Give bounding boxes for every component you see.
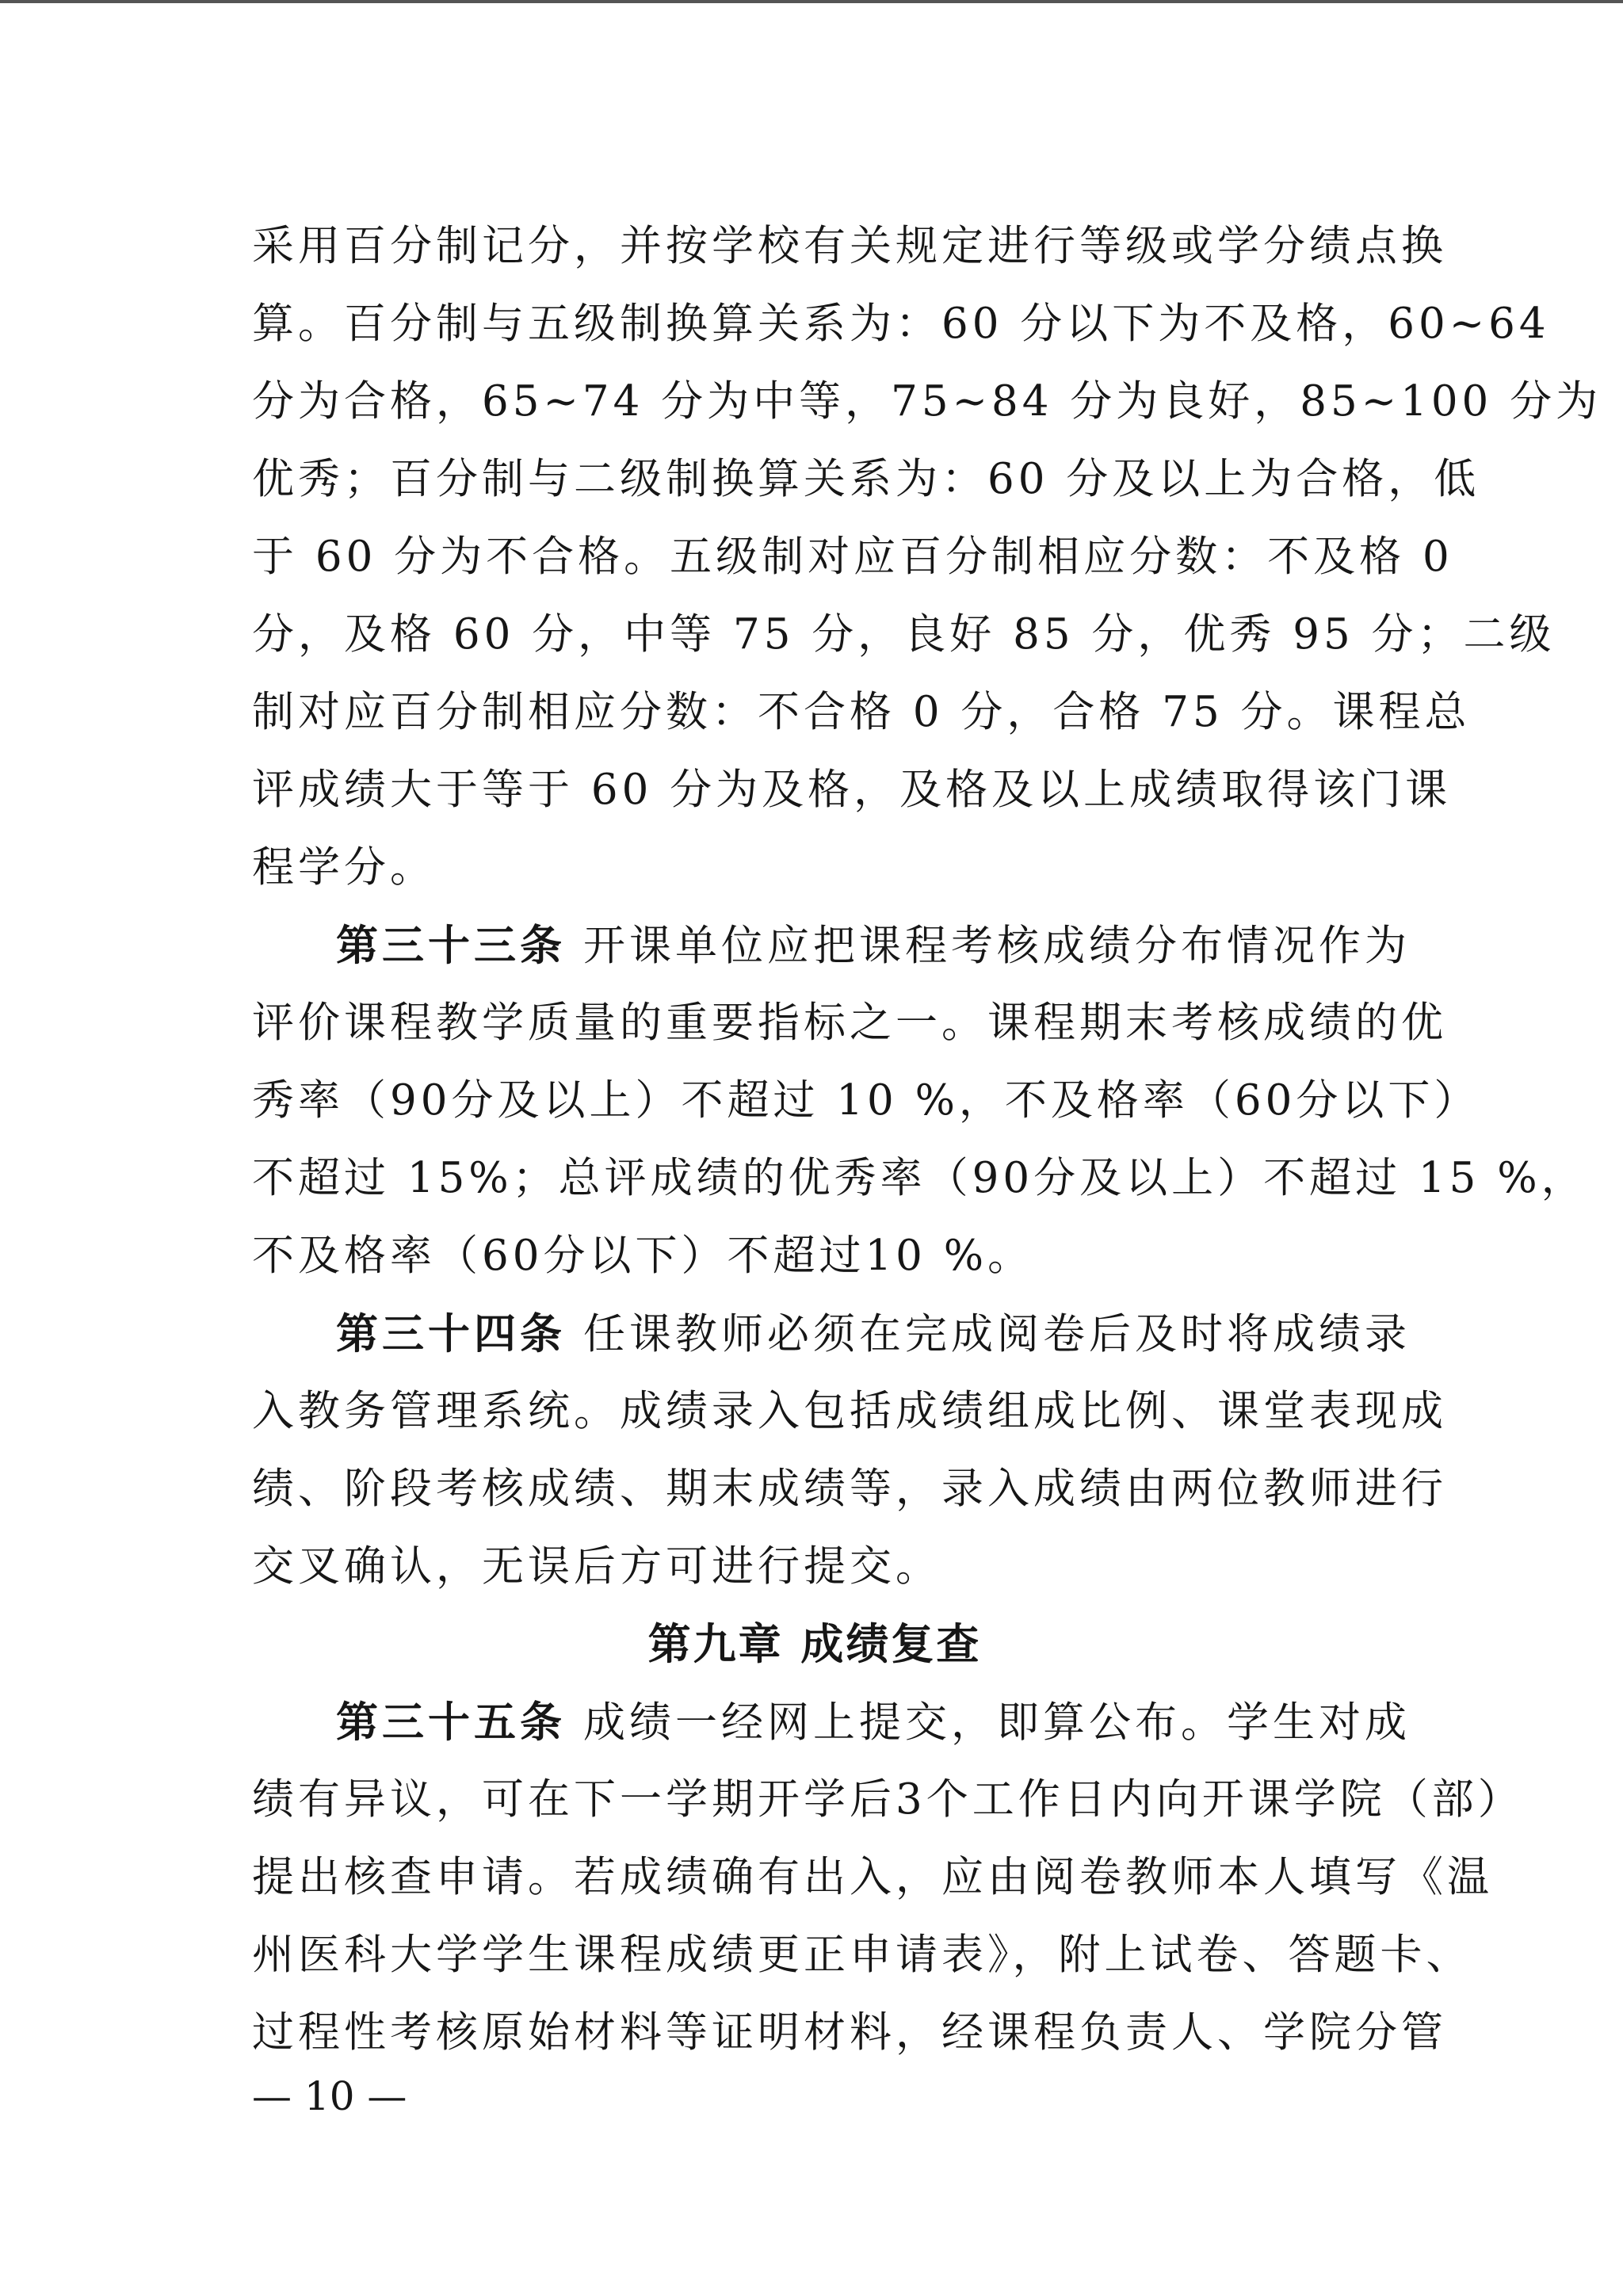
text-line: 采用百分制记分，并按学校有关规定进行等级或学分绩点换 [252,222,1447,270]
text-line: 优秀；百分制与二级制换算关系为：60 分及以上为合格，低 [252,455,1480,503]
article-34 [252,1295,1447,1606]
text-line: 制对应百分制相应分数：不合格 0 分，合格 75 分。课程总 [252,688,1471,736]
text-line: 分为合格，65~74 分为中等，75~84 分为良好，85~100 分为 [252,377,1602,426]
article-label: 第三十三条 [336,921,566,970]
article-33 [252,907,1587,1295]
text-line: 不及格率（60分以下）不超过10 %。 [252,1232,1034,1280]
text-line: 分，及格 60 分，中等 75 分，良好 85 分，优秀 95 分；二级 [252,610,1556,659]
text-line: 评成绩大于等于 60 分为及格，及格及以上成绩取得该门课 [252,766,1452,814]
text-line: 评价课程教学质量的重要指标之一。课程期末考核成绩的优 [252,999,1447,1047]
text-line: 交叉确认，无误后方可进行提交。 [252,1542,941,1591]
article-35 [252,1683,1524,2072]
text-line: 不超过 15%；总评成绩的优秀率（90分及以上）不超过 15 %， [252,1154,1587,1202]
article-label: 第三十五条 [336,1698,566,1747]
document-body [252,208,1602,2072]
text-line: 绩有异议，可在下一学期开学后3个工作日内向开课学院（部） [252,1775,1524,1824]
text-line: 秀率（90分及以上）不超过 10 %，不及格率（60分以下） [252,1076,1480,1125]
text-line: 州医科大学学生课程成绩更正申请表》，附上试卷、答题卡、 [252,1931,1472,1979]
chapter-heading: 第九章 成绩复查 [647,1619,982,1669]
text-line: 绩、阶段考核成绩、期末成绩等，录入成绩由两位教师进行 [252,1465,1447,1513]
article-first-line [252,1295,1411,1373]
article-32-continuation [252,208,1602,907]
page-number: — 10 — [252,2073,407,2119]
text-line: 过程性考核原始材料等证明材料，经课程负责人、学院分管 [252,2008,1447,2057]
article-label: 第三十四条 [336,1309,566,1358]
article-first-text: 任课教师必须在完成阅卷后及时将成绩录 [583,1310,1411,1358]
article-first-text: 成绩一经网上提交，即算公布。学生对成 [583,1698,1411,1747]
article-first-line [252,907,1411,984]
scan-top-edge [0,0,1623,3]
text-line: 于 60 分为不合格。五级制对应百分制相应分数：不及格 0 [252,533,1453,581]
article-first-text: 开课单位应把课程考核成绩分布情况作为 [583,922,1411,970]
text-line: 提出核查申请。若成绩确有出入，应由阅卷教师本人填写《温 [252,1853,1493,1901]
text-line: 程学分。 [252,843,436,892]
text-line: 算。百分制与五级制换算关系为：60 分以下为不及格，60~64 [252,300,1550,348]
text-line: 入教务管理系统。成绩录入包括成绩组成比例、课堂表现成 [252,1387,1447,1435]
article-first-line [252,1683,1411,1761]
